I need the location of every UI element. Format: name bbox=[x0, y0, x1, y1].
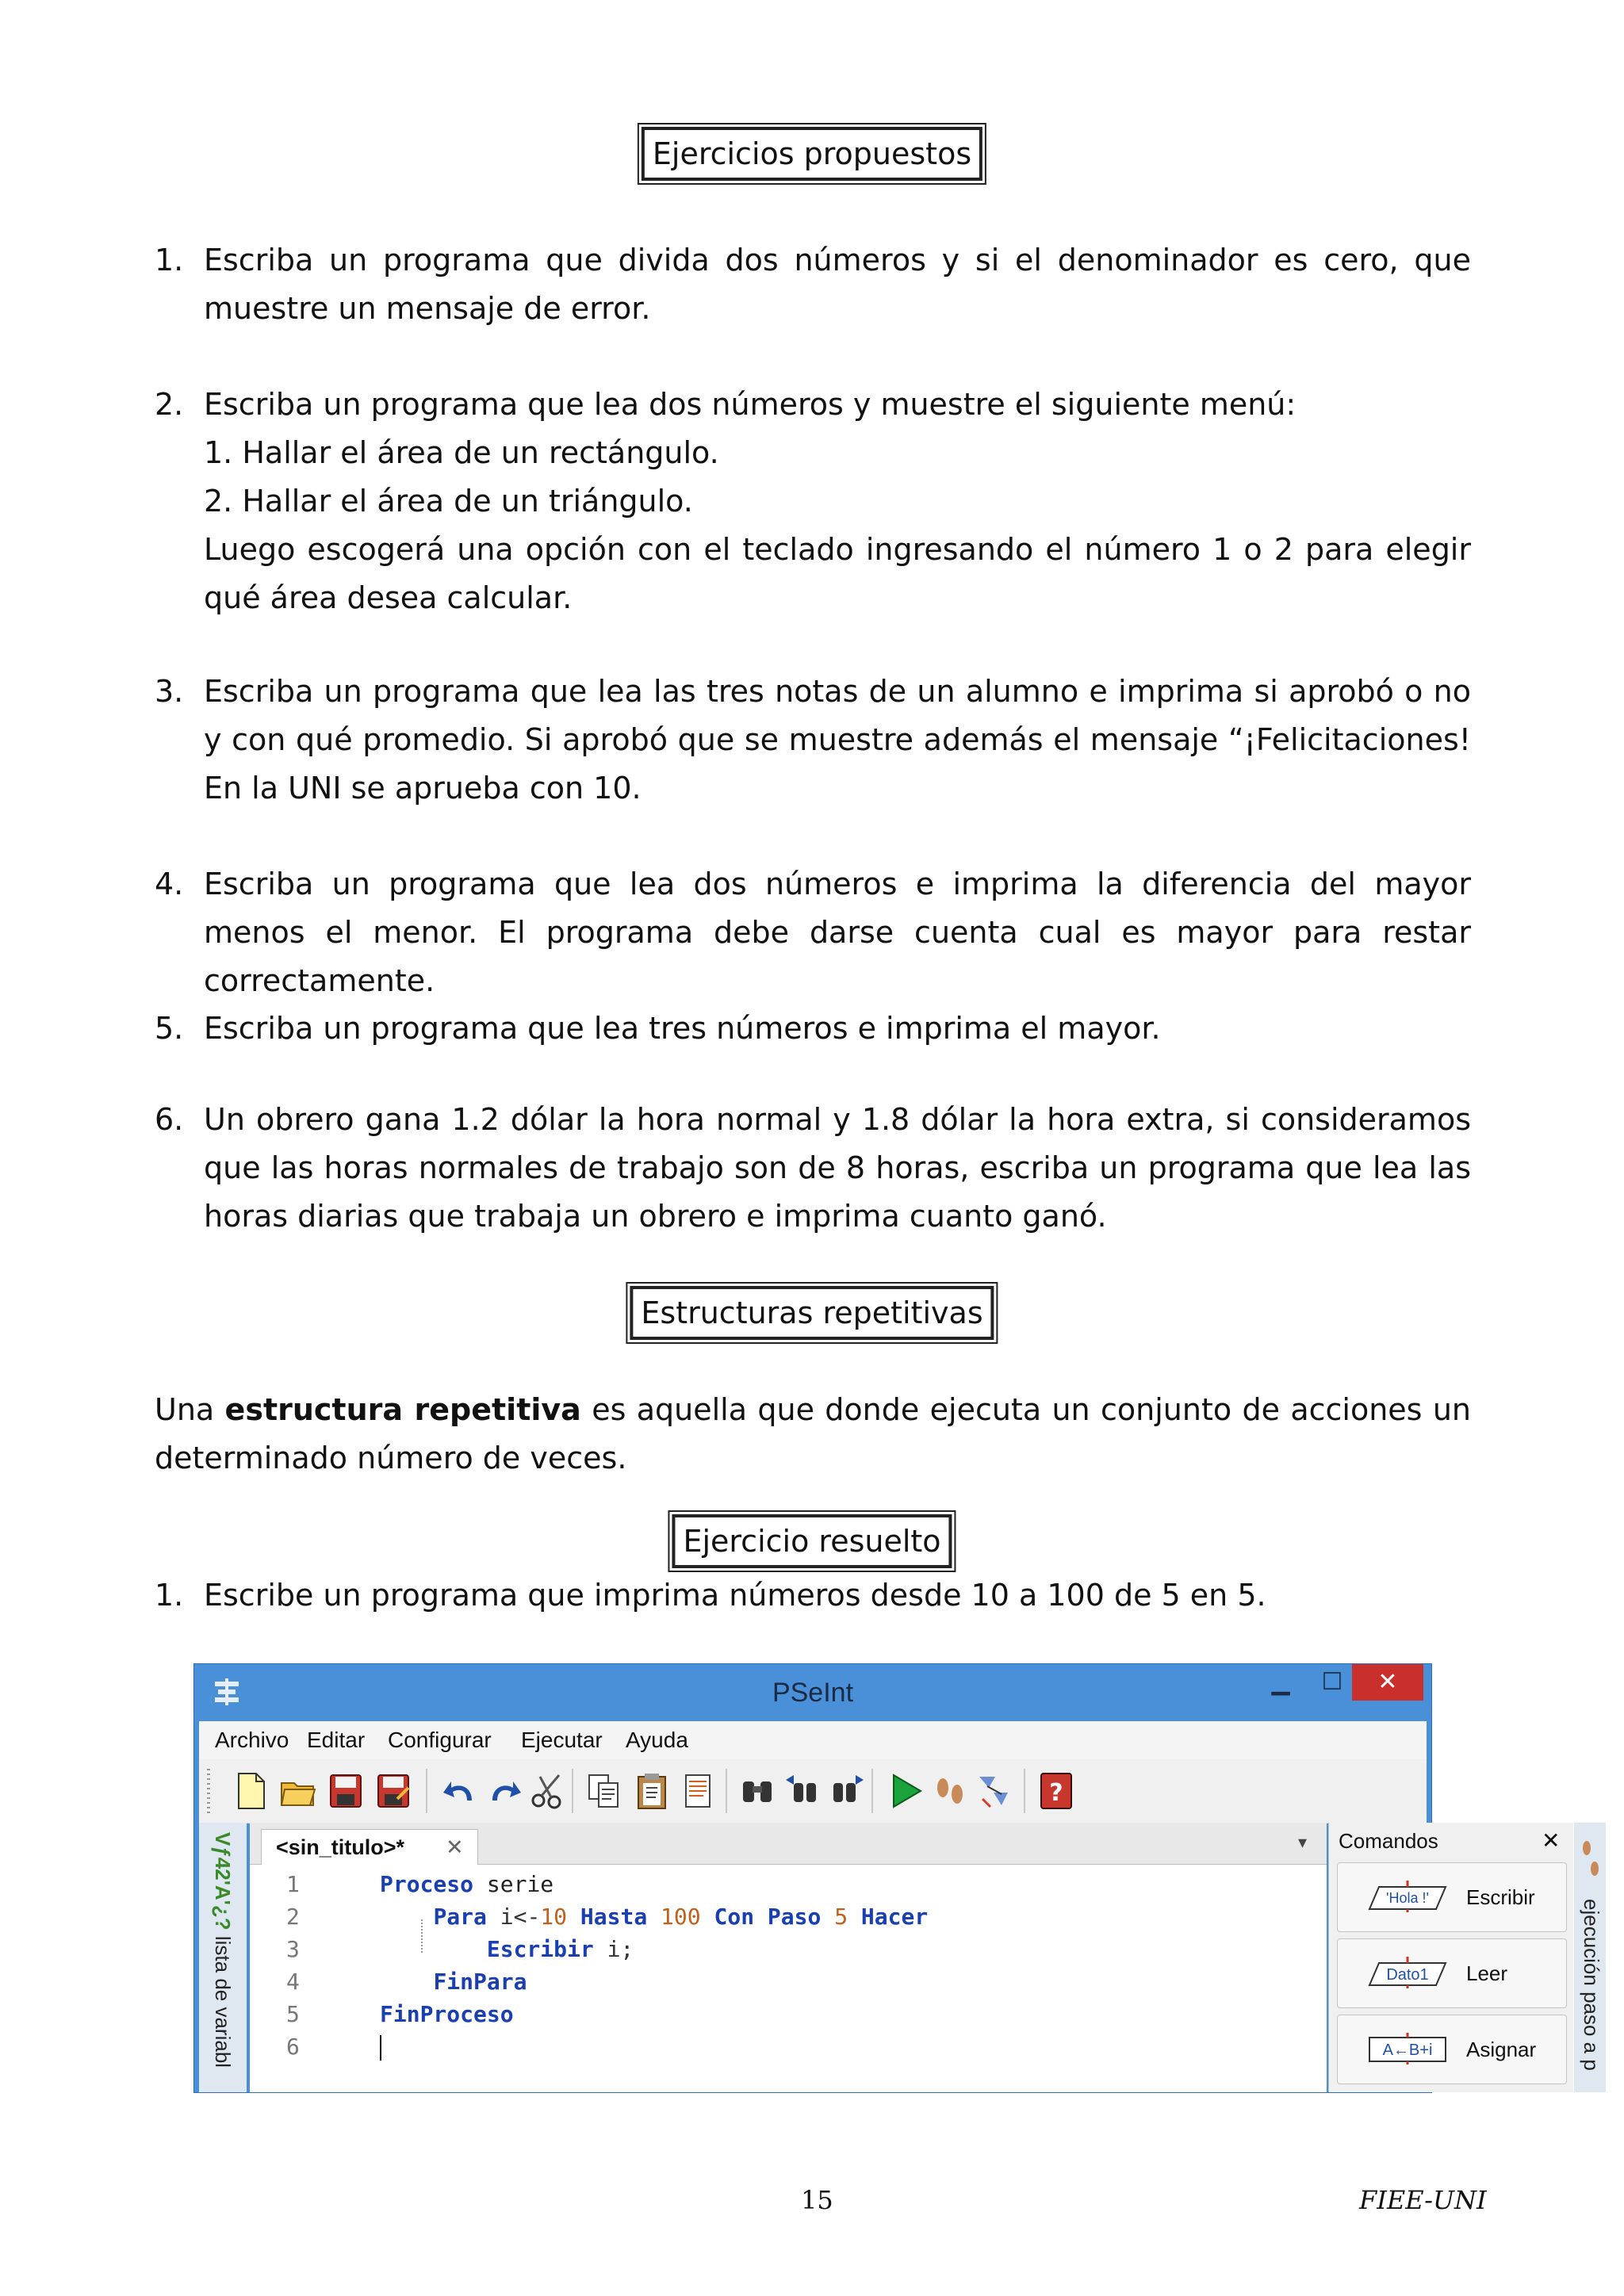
escribir-icon bbox=[1366, 1881, 1449, 1912]
exercise-item-3 bbox=[155, 668, 1471, 813]
code-token bbox=[380, 1936, 487, 1962]
asignar-icon bbox=[1366, 2033, 1449, 2064]
code-text bbox=[380, 1901, 928, 1933]
code-token: i<- bbox=[486, 1904, 541, 1930]
command-label: Escribir bbox=[1466, 1885, 1535, 1909]
page-number: 15 bbox=[801, 2185, 833, 2215]
text-cursor bbox=[380, 2035, 381, 2061]
command-escribir-button[interactable] bbox=[1337, 1862, 1567, 1932]
svg-text:Dato1: Dato1 bbox=[1386, 1966, 1429, 1984]
menu-archivo[interactable]: Archivo bbox=[215, 1728, 289, 1752]
find-next-icon[interactable] bbox=[827, 1770, 867, 1812]
command-leer-button[interactable] bbox=[1337, 1938, 1567, 2008]
menu-configurar[interactable]: Configurar bbox=[388, 1728, 492, 1752]
exercise-number: 1. bbox=[155, 1578, 184, 1613]
code-token: Para bbox=[433, 1904, 487, 1930]
exercise-text: Escriba un programa que lea dos números y muestre el siguiente menú: bbox=[204, 387, 1297, 422]
exercise-item-1 bbox=[155, 236, 1471, 333]
toolbar-separator bbox=[572, 1769, 573, 1813]
pseint-window bbox=[193, 1663, 1603, 2093]
code-token: Escribir bbox=[486, 1936, 594, 1962]
exercise-number: 4. bbox=[155, 867, 184, 901]
toolbar-grip bbox=[207, 1769, 210, 1813]
save-as-icon[interactable] bbox=[373, 1770, 413, 1812]
exercise-text: Escriba un programa que lea dos números e imprima la diferencia del mayor menos el menor. El programa debe darse cuenta cual es mayor para restar correctamente. bbox=[204, 867, 1471, 998]
definition-term: estructura repetitiva bbox=[224, 1392, 581, 1427]
cut-icon[interactable] bbox=[527, 1770, 567, 1812]
exercise-number: 1. bbox=[155, 243, 184, 277]
definition-text-end: es aquella que donde ejecuta un conjunto de acciones un determinado número de veces. bbox=[155, 1392, 1471, 1475]
command-asignar-button[interactable] bbox=[1337, 2015, 1567, 2084]
footsteps-icon bbox=[1580, 1837, 1601, 1888]
new-file-icon[interactable] bbox=[231, 1770, 270, 1812]
close-icon: ✕ bbox=[1377, 1669, 1398, 1695]
tab-sin-titulo[interactable] bbox=[261, 1829, 478, 1865]
exercise-number: 3. bbox=[155, 674, 184, 709]
indent-guide bbox=[421, 1919, 423, 1953]
step-by-step-icon[interactable] bbox=[930, 1770, 970, 1812]
copy-icon[interactable] bbox=[584, 1770, 624, 1812]
toolbar-separator bbox=[871, 1769, 873, 1813]
paste-icon[interactable] bbox=[632, 1770, 672, 1812]
leer-icon bbox=[1366, 1957, 1449, 1988]
find-icon[interactable] bbox=[738, 1770, 778, 1812]
undo-icon[interactable] bbox=[440, 1770, 480, 1812]
minimize-icon: ▁ bbox=[1271, 1669, 1290, 1695]
save-icon[interactable] bbox=[326, 1770, 366, 1812]
menu-option-1: 1. Hallar el área de un rectángulo. bbox=[204, 435, 719, 470]
menu-option-2: 2. Hallar el área de un triángulo. bbox=[204, 484, 693, 519]
exercise-continuation: Luego escogerá una opción con el teclado ingresando el número 1 o 2 para elegir qué área desea calcular. bbox=[204, 532, 1471, 615]
tab-label: <sin_titulo>* bbox=[276, 1835, 405, 1859]
code-token: 100 bbox=[647, 1904, 701, 1930]
line-number: 2 bbox=[286, 1904, 300, 1930]
tab-close-icon[interactable]: ✕ bbox=[446, 1835, 464, 1859]
menu-ejecutar[interactable]: Ejecutar bbox=[521, 1728, 603, 1752]
footer-org: FIEE-UNI bbox=[1359, 2185, 1487, 2215]
toolbar-separator bbox=[726, 1769, 727, 1813]
code-editor[interactable] bbox=[250, 1823, 1327, 2092]
maximize-icon: ☐ bbox=[1321, 1669, 1343, 1695]
window-title: PSeInt bbox=[772, 1678, 854, 1708]
code-token: 5 bbox=[821, 1904, 848, 1930]
section-title-propuestos: Ejercicios propuestos bbox=[642, 127, 982, 181]
svg-text:?: ? bbox=[1049, 1779, 1063, 1807]
menu-ayuda[interactable]: Ayuda bbox=[626, 1728, 688, 1752]
code-text bbox=[380, 2031, 381, 2063]
exercise-item-4 bbox=[155, 860, 1471, 1005]
exercise-text: Escriba un programa que divida dos números y si el denominador es cero, que muestre un mensaje de error. bbox=[204, 243, 1471, 326]
code-text bbox=[380, 1999, 514, 2030]
step-execution-label: ejecución paso a p bbox=[1580, 1899, 1603, 2071]
line-number: 1 bbox=[286, 1871, 300, 1897]
exercise-number: 2. bbox=[155, 387, 184, 422]
exercise-text: Escriba un programa que lea las tres notas de un alumno e imprima si aprobó o no y con qué promedio. Si aprobó que se muestre además el mensaje “¡Felicitaciones! En la UNI se aprueba con 10. bbox=[204, 674, 1471, 806]
step-execution-sidebar[interactable] bbox=[1574, 1823, 1606, 2092]
code-token: 10 bbox=[540, 1904, 568, 1930]
line-number: 6 bbox=[286, 2034, 300, 2060]
edit-lines-icon[interactable] bbox=[680, 1770, 719, 1812]
command-label: Leer bbox=[1466, 1961, 1508, 1985]
code-token bbox=[380, 1969, 433, 1995]
commands-panel bbox=[1328, 1823, 1573, 2092]
variables-sidebar[interactable] bbox=[199, 1823, 247, 2092]
commands-close-icon[interactable]: ✕ bbox=[1542, 1828, 1561, 1853]
line-number: 4 bbox=[286, 1969, 300, 1995]
exercise-item-6 bbox=[155, 1096, 1471, 1241]
toolbar-separator bbox=[426, 1769, 427, 1813]
command-label: Asignar bbox=[1466, 2038, 1537, 2061]
toolbar-separator bbox=[1024, 1769, 1025, 1813]
commands-header bbox=[1329, 1823, 1573, 1859]
exercise-text: Escribe un programa que imprima números desde 10 a 100 de 5 en 5. bbox=[204, 1578, 1266, 1613]
code-token: Proceso bbox=[380, 1871, 474, 1897]
section-title-repetitivas: Estructuras repetitivas bbox=[630, 1286, 994, 1340]
code-token: FinPara bbox=[433, 1969, 527, 1995]
code-text bbox=[380, 1869, 553, 1900]
exercise-number: 5. bbox=[155, 1011, 184, 1046]
code-token: Con Paso bbox=[700, 1904, 822, 1930]
line-number: 3 bbox=[286, 1936, 300, 1962]
svg-text:'Hola !': 'Hola !' bbox=[1386, 1890, 1429, 1906]
menu-bar bbox=[199, 1721, 1427, 1759]
toolbar bbox=[199, 1759, 1427, 1823]
exercise-item-5 bbox=[155, 1004, 1471, 1053]
title-bar bbox=[194, 1664, 1431, 1721]
definition-text-start: Una bbox=[155, 1392, 225, 1427]
variables-icon: Vƒ42'A'¿? bbox=[211, 1832, 235, 1931]
code-text bbox=[380, 1934, 634, 1965]
flowchart-icon[interactable] bbox=[975, 1770, 1014, 1812]
line-number: 5 bbox=[286, 2001, 300, 2027]
find-previous-icon[interactable] bbox=[783, 1770, 822, 1812]
exercise-number: 6. bbox=[155, 1102, 184, 1137]
tab-list-dropdown-icon[interactable]: ▾ bbox=[1298, 1832, 1308, 1852]
close-button[interactable] bbox=[1352, 1664, 1423, 1701]
exercise-item-2 bbox=[155, 381, 1471, 622]
exercise-text: Escriba un programa que lea tres números e imprima el mayor. bbox=[204, 1011, 1161, 1046]
code-token: serie bbox=[473, 1871, 554, 1897]
section-title-resuelto: Ejercicio resuelto bbox=[672, 1514, 952, 1568]
solved-exercise-item bbox=[155, 1571, 1471, 1620]
menu-editar[interactable]: Editar bbox=[307, 1728, 366, 1752]
help-icon[interactable] bbox=[1036, 1770, 1076, 1812]
variables-sidebar-label bbox=[210, 1832, 235, 2068]
redo-icon[interactable] bbox=[485, 1770, 524, 1812]
code-token: i; bbox=[593, 1936, 634, 1962]
code-token: FinProceso bbox=[380, 2001, 514, 2027]
code-token: Hasta bbox=[567, 1904, 648, 1930]
editor-tab-bar bbox=[250, 1823, 1327, 1865]
code-token bbox=[380, 1904, 433, 1930]
svg-text:A←B+i: A←B+i bbox=[1382, 2042, 1433, 2059]
code-token: Hacer bbox=[848, 1904, 929, 1930]
open-folder-icon[interactable] bbox=[278, 1770, 318, 1812]
commands-title: Comandos bbox=[1339, 1829, 1438, 1853]
exercise-text: Un obrero gana 1.2 dólar la hora normal y 1.8 dólar la hora extra, si consideramos que las horas normales de trabajo son de 8 horas, escriba un programa que lea las horas diarias que trabaja un obrero e imprima cuanto ganó. bbox=[204, 1102, 1471, 1234]
run-icon[interactable] bbox=[886, 1770, 925, 1812]
variables-label: lista de variabl bbox=[211, 1930, 235, 2068]
code-text bbox=[380, 1966, 527, 1998]
definition-paragraph bbox=[155, 1386, 1471, 1483]
